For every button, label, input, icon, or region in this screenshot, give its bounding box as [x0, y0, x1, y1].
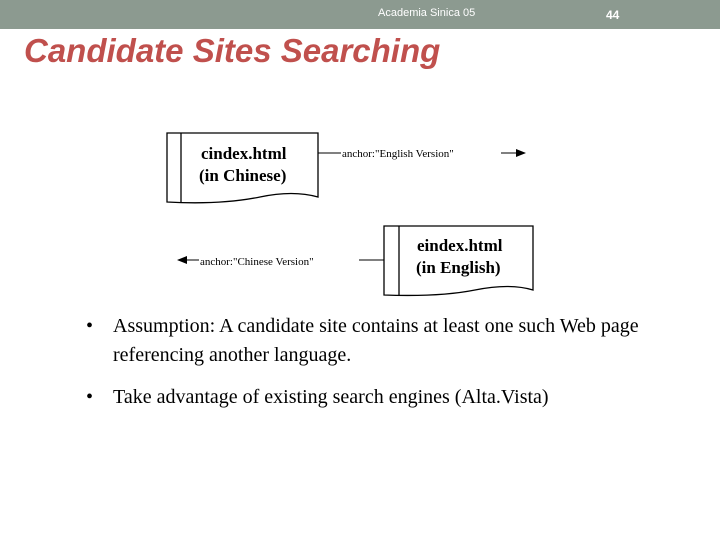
slide-title: Candidate Sites Searching	[24, 32, 441, 69]
footer-text: Academia Sinica 05	[378, 7, 476, 19]
document-english-filename: eindex.html	[417, 236, 503, 255]
bullet-text: Take advantage of existing search engines (Alta.Vista)	[113, 386, 549, 408]
document-chinese	[167, 133, 318, 203]
bullet-marker: •	[86, 386, 94, 408]
slide-number: 44	[606, 8, 620, 22]
anchor-english-label: anchor:"English Version"	[342, 148, 454, 160]
document-chinese-filename: cindex.html	[201, 144, 287, 163]
document-chinese-language: (in Chinese)	[199, 166, 287, 185]
bullet-text: Assumption: A candidate site contains at least one such Web page referencing another language.	[113, 315, 639, 366]
bullet-marker: •	[86, 315, 94, 337]
document-english-language: (in English)	[416, 258, 501, 277]
bullet-item	[86, 383, 686, 412]
document-english	[384, 226, 533, 295]
anchor-chinese-label: anchor:"Chinese Version"	[200, 256, 314, 268]
bullet-item	[86, 312, 686, 370]
bullet-list	[86, 312, 686, 412]
